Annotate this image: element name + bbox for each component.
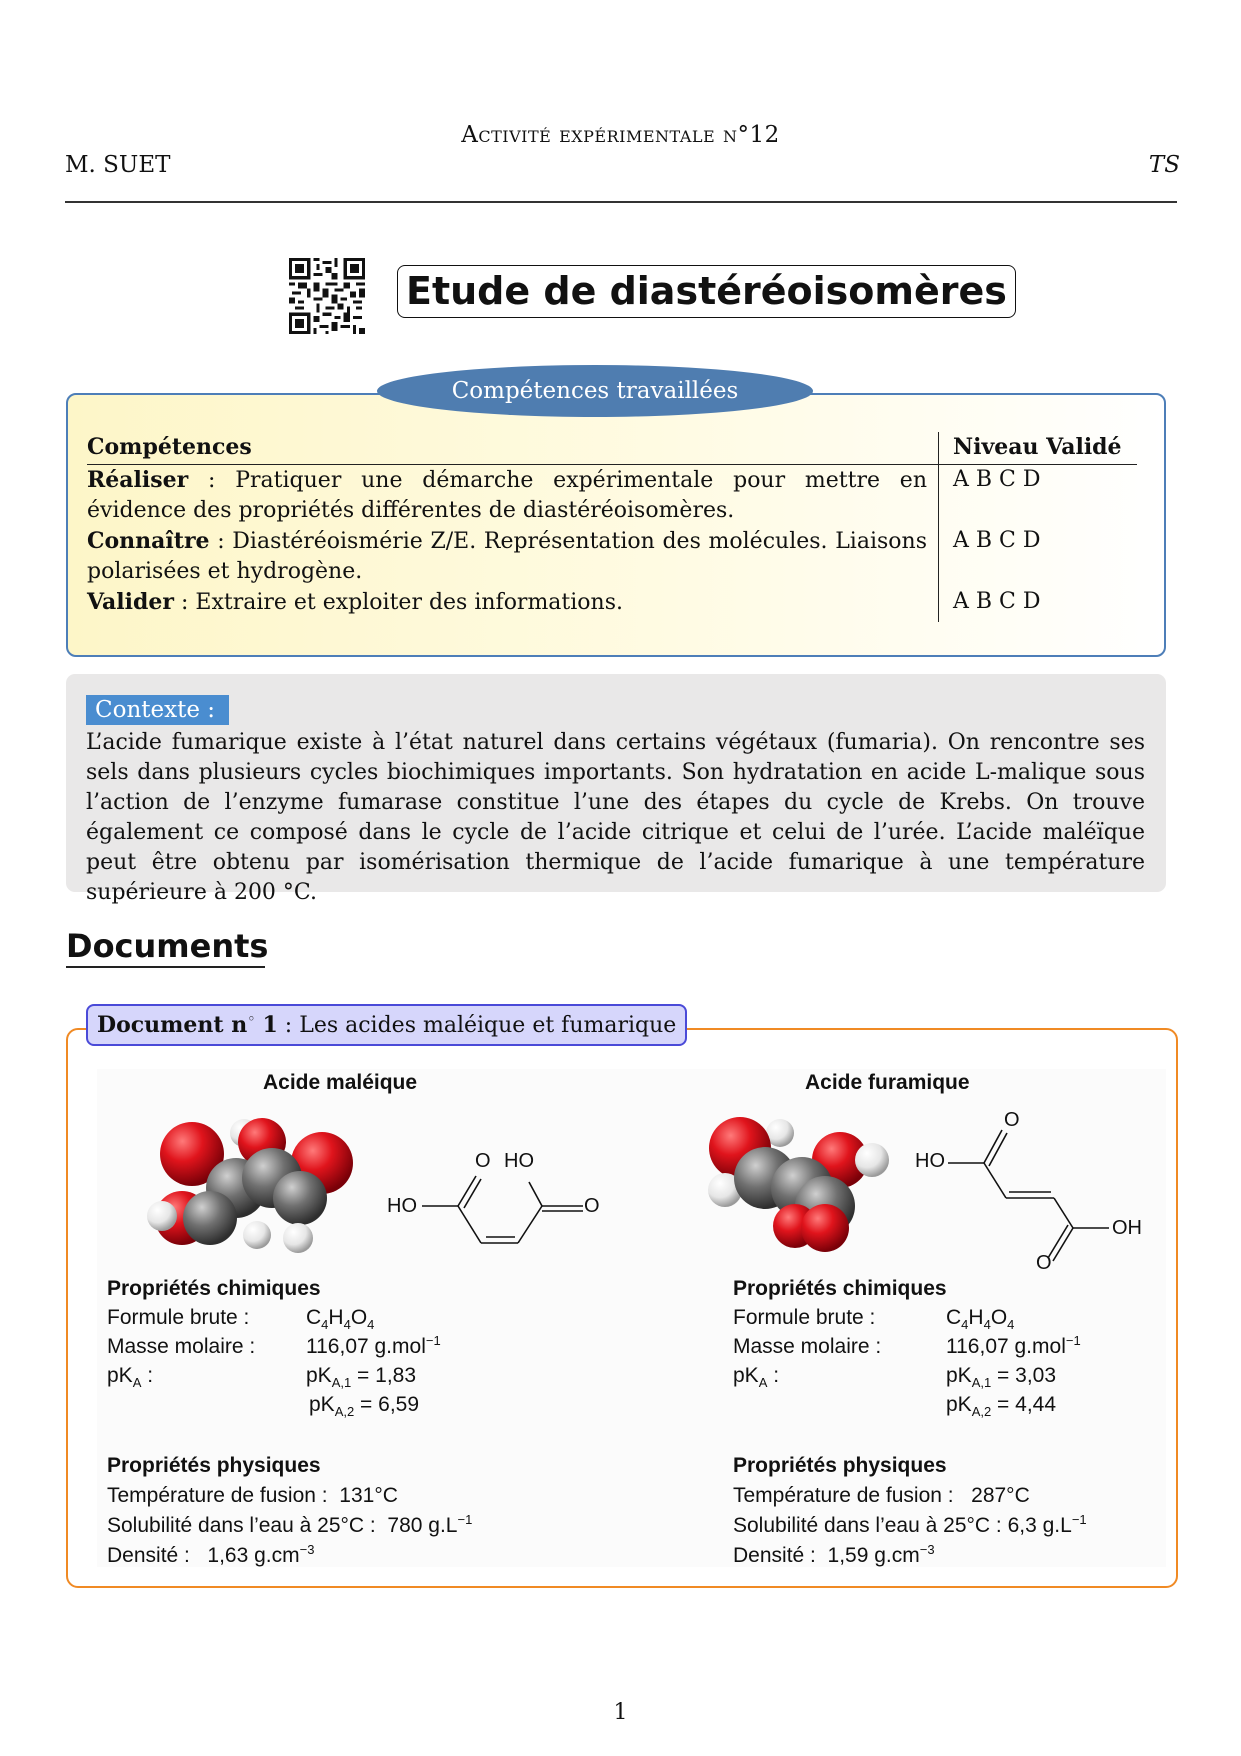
maleic-pka-label: $pK_A$ : — [107, 1364, 154, 1391]
maleic-fusion: Température de fusion : 131°C — [107, 1484, 398, 1507]
doc-label-num: 1 — [262, 1012, 278, 1038]
fumaric-fusion: Température de fusion : 287°C — [733, 1484, 1030, 1507]
fumaric-formula: $C_4H_4O_4$ — [946, 1306, 1015, 1333]
col-competences: Compétences — [87, 434, 252, 460]
maleic-atom-o: O — [475, 1150, 491, 1172]
maleic-mass-label: Masse molaire : — [107, 1335, 256, 1358]
maleic-pka1: $pK_{A,1} = 1,83$ — [306, 1364, 417, 1391]
doc-label-deg: ◦ — [247, 1011, 256, 1028]
fumaric-formula-label: Formule brute : — [733, 1306, 876, 1329]
competence-name: Valider — [87, 589, 174, 615]
fumaric-pka1: $pK_{A,1} = 3,03$ — [946, 1364, 1057, 1391]
qr-code-icon[interactable] — [289, 258, 365, 334]
competence-row — [87, 465, 1137, 526]
fumaric-phys-heading: Propriétés physiques — [733, 1454, 947, 1477]
competence-name: Réaliser — [87, 467, 189, 493]
competence-text: : Diastéréoismérie Z/E. Représentation des molécules. Liaisons polarisées et hydrogène. — [87, 529, 927, 584]
maleic-density: Densité : 1,63 $g.cm^{-3}$ — [107, 1542, 315, 1567]
fumaric-density: Densité : 1,59 $g.cm^{-3}$ — [733, 1542, 935, 1567]
class-name: TS — [1148, 152, 1180, 178]
fumaric-pka-label: $pK_A$ : — [733, 1364, 780, 1391]
page-title: Etude de diastéréoisomères — [397, 265, 1016, 318]
fumaric-skeletal-formula — [906, 1108, 1121, 1278]
fumaric-mass-label: Masse molaire : — [733, 1335, 882, 1358]
fumaric-3d-model-icon — [700, 1108, 900, 1258]
activity-title: Activité expérimentale n°12 — [461, 122, 780, 148]
document-1-label — [86, 1004, 687, 1046]
maleic-atom-ho-left: HO — [387, 1195, 417, 1217]
fumaric-atom-o-bottom: O — [1036, 1252, 1052, 1274]
competence-row — [87, 526, 1137, 587]
documents-heading-rule — [66, 966, 265, 968]
competences-pill: Compétences travaillées — [377, 365, 813, 417]
competence-name: Connaître — [87, 528, 210, 554]
documents-heading: Documents — [66, 927, 269, 965]
fumaric-chem-heading: Propriétés chimiques — [733, 1277, 947, 1300]
maleic-title: Acide maléique — [263, 1071, 418, 1094]
maleic-mass: 116,07 g.mol$^{-1}$ — [306, 1333, 441, 1358]
fumaric-atom-oh: OH — [1112, 1217, 1142, 1239]
competence-text: : Extraire et exploiter des informations. — [174, 590, 624, 615]
maleic-3d-model-icon — [140, 1108, 370, 1266]
context-text: L’acide fumarique existe à l’état naturel dans certains végétaux (fumaria). On rencontre ses sels dans plusieurs cycles biochimiques importants. Son hydratation en acide L-malique sous l’action de l’enzyme fumarase constitue l’une des étapes du cycle de Krebs. On trouve également ce composé dans le cycle de l’acide citrique et celui de l’urée. L’acide maléïque peut être obtenu par isomérisation thermique de l’acide fumarique à une température supérieure à 200 °C. — [86, 730, 1145, 905]
page-number: 1 — [613, 1700, 628, 1725]
maleic-phys-heading: Propriétés physiques — [107, 1454, 321, 1477]
competences-table-header — [87, 432, 1137, 465]
competence-levels: A B C D — [953, 467, 1041, 492]
maleic-formula: $C_4H_4O_4$ — [306, 1306, 375, 1333]
fumaric-pka2: $pK_{A,2} = 4,44$ — [946, 1393, 1057, 1420]
fumaric-title: Acide furamique — [805, 1071, 970, 1094]
doc-label-rest: : Les acides maléique et fumarique — [277, 1013, 677, 1038]
fumaric-atom-o-top: O — [1004, 1109, 1020, 1131]
maleic-atom-o-right: O — [584, 1195, 600, 1217]
author-name: M. SUET — [65, 152, 171, 178]
header-rule — [65, 201, 1177, 203]
maleic-solubility: Solubilité dans l’eau à 25°C : 780 $g.L^{-1}$ — [107, 1512, 473, 1537]
competence-row — [87, 587, 1137, 622]
fumaric-mass: 116,07 g.mol$^{-1}$ — [946, 1333, 1081, 1358]
doc-label-bold: Document n — [97, 1012, 248, 1038]
maleic-formula-label: Formule brute : — [107, 1306, 250, 1329]
col-niveau: Niveau Validé — [953, 434, 1122, 460]
fumaric-solubility: Solubilité dans l’eau à 25°C : 6,3 $g.L^{-1}$ — [733, 1512, 1087, 1537]
maleic-atom-ho-top: HO — [504, 1150, 534, 1172]
competence-levels: A B C D — [953, 589, 1041, 614]
context-label: Contexte : — [86, 695, 229, 725]
competence-levels: A B C D — [953, 528, 1041, 553]
fumaric-atom-ho: HO — [915, 1150, 945, 1172]
competences-table — [87, 432, 1137, 622]
competence-text: : Pratiquer une démarche expérimentale pour mettre en évidence des propriétés différentes de diastéréoisomères. — [87, 468, 927, 523]
maleic-chem-heading: Propriétés chimiques — [107, 1277, 321, 1300]
maleic-pka2: $pK_{A,2} = 6,59$ — [309, 1393, 420, 1420]
